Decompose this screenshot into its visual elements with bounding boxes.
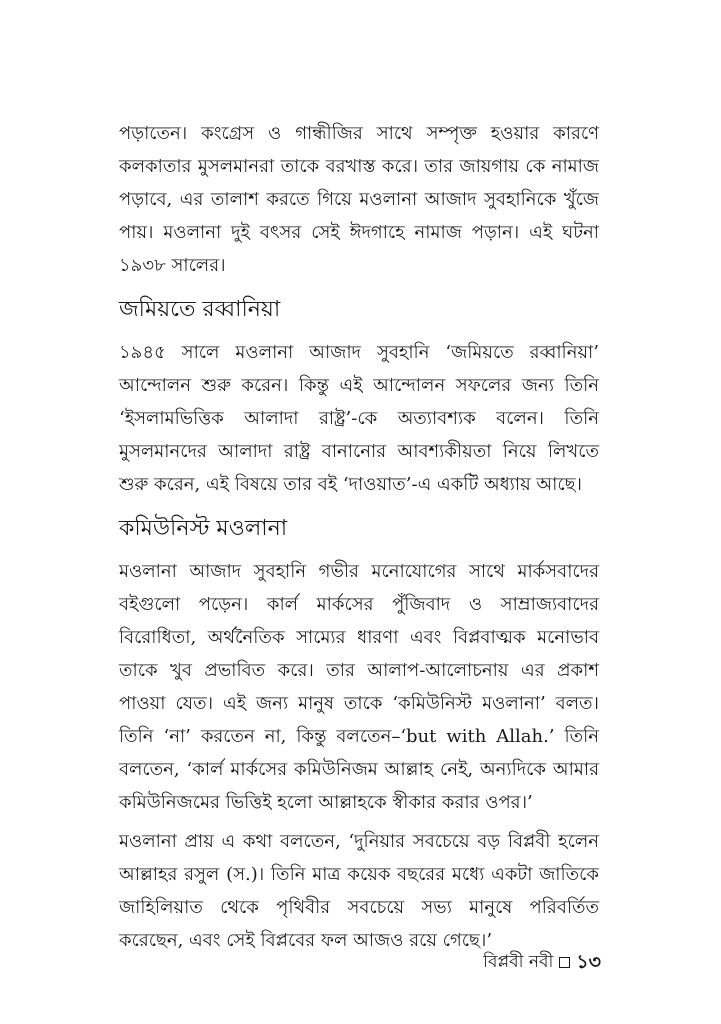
square-box-icon [559, 957, 570, 968]
paragraph-revolutionary-prophet: মওলানা প্রায় এ কথা বলতেন, ‘দুনিয়ার সবচেয়ে বড় বিপ্লবী হলেন আল্লাহর রসুল (স.)। তিনি মাত্র কয়েক বছরের মধ্যে একটা জাতিকে জাহিলিয়াত থেকে পৃথিবীর সবচেয়ে সভ্য মানুষে পরিবর্তিত করেছেন, এবং সেই বিপ্লবের ফল আজও রয়ে গেছে।’ [119, 831, 599, 951]
page-footer [483, 950, 601, 974]
section-heading-communist-maulana: কমিউনিস্ট মওলানা [119, 516, 288, 541]
section-heading-jamiyate-rabbaniya: জমিয়তে রব্বানিয়া [119, 297, 281, 322]
page-body [119, 117, 599, 957]
page-number: ১৩ [576, 951, 601, 973]
paragraph-communist-maulana: মওলানা আজাদ সুবহানি গভীর মনোযোগের সাথে মার্কসবাদের বইগুলো পড়েন। কার্ল মার্কসের পুঁজিবাদ ও সাম্রাজ্যবাদের বিরোধিতা, অর্থনৈতিক সাম্যের ধারণা এবং বিপ্লবাত্মক মনোভাব তাকে খুব প্রভাবিত করে। তার আলাপ-আলোচনায় এর প্রকাশ পাওয়া যেত। এই জন্য মানুষ তাকে ‘কমিউনিস্ট মওলানা’ বলত। তিনি ‘না’ করতেন না, কিন্তু বলতেন–‘but with Allah.’ তিনি বলতেন, ‘কার্ল মার্কসের কমিউনিজম আল্লাহ নেই, অন্যদিকে আমার কমিউনিজমের ভিত্তিই হলো আল্লাহকে স্বীকার করার ওপর।’ [119, 561, 599, 813]
running-book-title: বিপ্লবী নবী [483, 952, 554, 972]
paragraph-jamiyate-rabbaniya: ১৯৪৫ সালে মওলানা আজাদ সুবহানি ‘জমিয়তে রব্বানিয়া’ আন্দোলন শুরু করেন। কিন্তু এই আন্দোলন সফলের জন্য তিনি ‘ইসলামভিত্তিক আলাদা রাষ্ট্র’-কে অত্যাবশ্যক বলেন। তিনি মুসলমানদের আলাদা রাষ্ট্র বানানোর আবশ্যকীয়তা নিয়ে লিখতে শুরু করেন, এই বিষয়ে তার বই ‘দাওয়াত’-এ একটি অধ্যায় আছে। [119, 342, 599, 495]
paragraph-intro: পড়াতেন। কংগ্রেস ও গান্ধীজির সাথে সম্পৃক্ত হওয়ার কারণে কলকাতার মুসলমানরা তাকে বরখাস্ত করে। তার জায়গায় কে নামাজ পড়াবে, এর তালাশ করতে গিয়ে মওলানা আজাদ সুবহানিকে খুঁজে পায়। মওলানা দুই বৎসর সেই ঈদগাহে নামাজ পড়ান। এই ঘটনা ১৯৩৮ সালের। [119, 123, 599, 276]
